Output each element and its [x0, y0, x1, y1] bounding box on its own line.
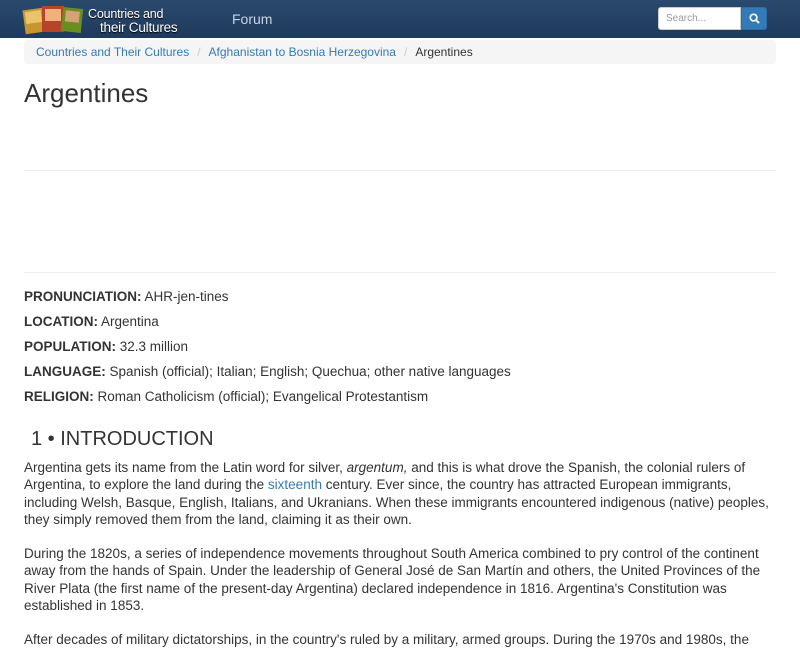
paragraph: After decades of military dictatorships, in the country's ruled by a military, armed groups. During the 1970s and 1980s, the — [24, 632, 749, 648]
logo-line-1: Countries and — [88, 7, 164, 21]
paragraph — [24, 459, 776, 528]
fact-label: LANGUAGE: — [24, 364, 106, 379]
logo-text — [88, 8, 177, 34]
breadcrumb — [24, 40, 776, 64]
top-navbar — [0, 0, 800, 38]
paragraph-text: Argentina gets its name from the Latin word for silver, — [24, 460, 347, 475]
fact-value: Roman Catholicism (official); Evangelical Protestantism — [97, 389, 429, 404]
site-logo[interactable] — [22, 3, 222, 37]
section-heading-introduction: 1 • INTRODUCTION — [31, 428, 214, 450]
breadcrumb-link-home[interactable]: Countries and Their Cultures — [36, 45, 190, 59]
fact-label: LOCATION: — [24, 314, 98, 329]
fact-population — [24, 338, 511, 363]
paragraph-text: and this is what drove the Spanish, the colonial rulers of Argentina, to explore the land during the — [24, 460, 746, 493]
fact-label: POPULATION: — [24, 339, 116, 354]
paragraph-emphasis: argentum, — [346, 460, 408, 475]
breadcrumb-separator: / — [403, 45, 408, 59]
logo-line-2: their Cultures — [100, 20, 178, 35]
page-title: Argentines — [24, 78, 149, 108]
fact-value: AHR-jen-tines — [144, 289, 229, 304]
fact-religion — [24, 388, 511, 413]
sixteenth-century-link[interactable]: sixteenth — [267, 477, 322, 493]
divider — [24, 170, 776, 171]
article-content — [24, 459, 776, 666]
facts-list — [24, 288, 511, 413]
fact-location — [24, 313, 511, 338]
fact-value: Spanish (official); Italian; English; Quechua; other native languages — [109, 364, 511, 379]
breadcrumb-link-category[interactable]: Afghanistan to Bosnia Herzegovina — [208, 45, 396, 59]
paragraph: During the 1820s, a series of independence movements throughout South America combined to pry control of the continent away from the hands of Spain. Under the leadership of General José de San Martín and others, the United Provinces of the River Plata (the first name of the present-day Argentina) declared independence in 1816. Argentina's Constitution was established in 1853. — [24, 546, 761, 614]
search-input[interactable] — [658, 7, 741, 30]
fact-value: 32.3 million — [119, 339, 189, 354]
paragraph-text: century. Ever since, the country has attracted European immigrants, including Welsh, Basque, English, Italians, and Ukranians. When these immigrants encountered indigenous (native) peoples, they simply removed them from the land, claiming it as their own. — [24, 477, 769, 527]
search-icon — [749, 13, 760, 24]
fact-pronunciation — [24, 288, 511, 313]
fact-label: PRONUNCIATION: — [24, 289, 142, 304]
logo-photo-collage-icon — [22, 3, 86, 37]
fact-label: RELIGION: — [24, 389, 94, 404]
fact-value: Argentina — [101, 314, 159, 329]
nav-forum-link[interactable]: Forum — [232, 11, 273, 27]
breadcrumb-current: Argentines — [415, 45, 473, 59]
divider — [24, 272, 776, 273]
breadcrumb-separator: / — [197, 45, 201, 59]
search-button[interactable] — [741, 7, 767, 30]
fact-language — [24, 363, 511, 388]
